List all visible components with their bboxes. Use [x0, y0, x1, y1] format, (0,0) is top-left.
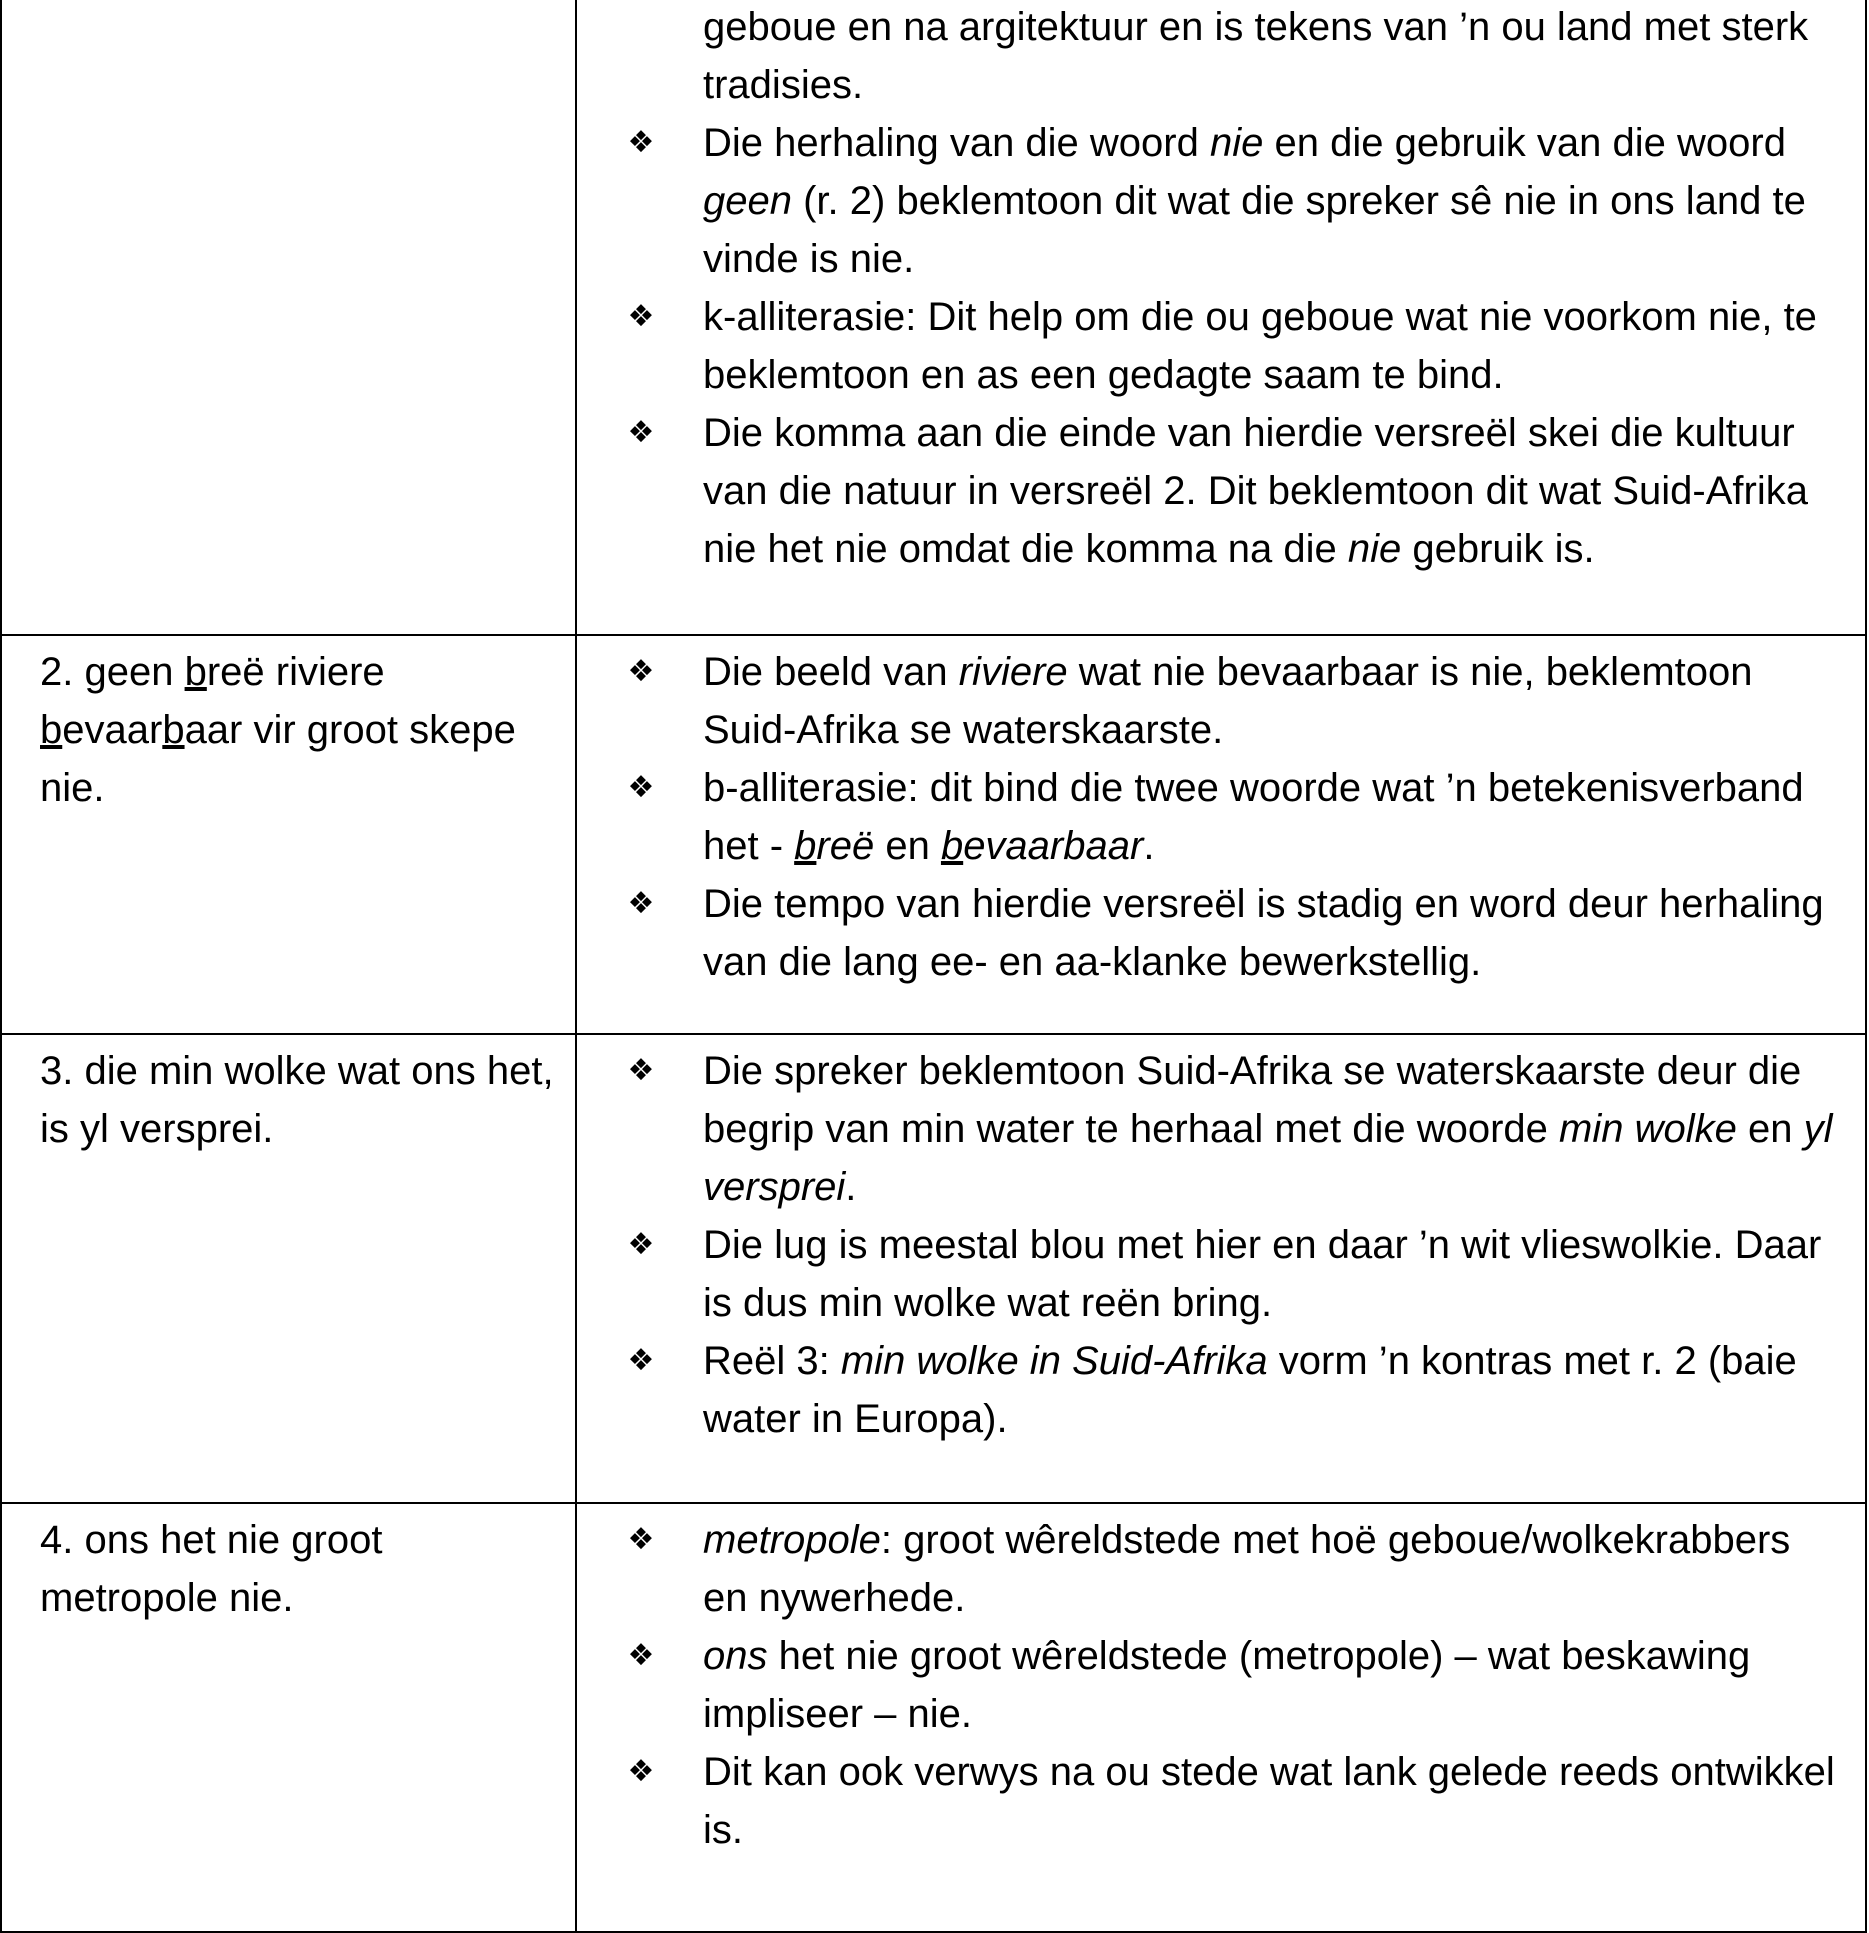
text-segment: wat nie bevaarbaar is nie, beklemtoon Suid-Afrika se waterskaarste.	[703, 650, 1753, 752]
text-segment: en	[874, 824, 941, 868]
text-segment: : groot wêreldstede met hoë geboue/wolkekrabbers en nywerhede.	[703, 1518, 1791, 1620]
text-segment: Reël 3:	[703, 1339, 841, 1383]
list-item	[611, 0, 1845, 114]
text-segment: (r. 2) beklemtoon dit wat die spreker sê nie in ons land te vinde is nie.	[703, 179, 1806, 281]
text-segment: en	[1736, 1107, 1804, 1151]
list-item-text	[703, 1223, 1821, 1325]
text-segment: ons	[703, 1634, 768, 1678]
text-segment: 4. ons het nie groot metropole nie.	[40, 1518, 383, 1620]
text-segment: b	[40, 708, 63, 752]
text-segment: geen	[703, 179, 792, 223]
text-segment: aar vir groot skepe nie.	[40, 708, 516, 810]
text-segment: 3. die min wolke wat ons het, is yl versprei.	[40, 1049, 554, 1151]
verse-line-cell	[1, 1034, 576, 1503]
list-item	[611, 875, 1845, 991]
commentary-list	[611, 1042, 1845, 1448]
table-row	[1, 635, 1866, 1034]
text-segment: Dit kan ook verwys na ou stede wat lank gelede reeds ontwikkel is.	[703, 1750, 1835, 1852]
text-segment: Die spreker beklemtoon Suid-Afrika se waterskaarste deur die begrip van min water te herhaal met die woorde	[703, 1049, 1802, 1151]
list-item-text	[703, 650, 1752, 752]
text-segment: b	[794, 824, 817, 868]
text-segment: evaar	[62, 708, 163, 752]
text-segment: geboue en na argitektuur en is tekens van ’n ou land met sterk tradisies.	[703, 5, 1809, 107]
list-item-text	[703, 1634, 1750, 1736]
list-item	[611, 1627, 1845, 1743]
list-item-text	[703, 411, 1808, 571]
diamond-bullet-icon: ❖	[627, 886, 655, 921]
table-row	[1, 0, 1866, 635]
diamond-bullet-icon: ❖	[627, 1754, 655, 1789]
verse-line-text	[40, 1511, 565, 1627]
list-item	[611, 404, 1845, 578]
text-segment: b	[184, 650, 207, 694]
commentary-cell	[576, 635, 1866, 1034]
table-row	[1, 1034, 1866, 1503]
list-item-text	[703, 121, 1806, 281]
verse-line-cell	[1, 0, 576, 635]
text-segment: .	[1143, 824, 1155, 868]
verse-line-cell	[1, 635, 576, 1034]
list-item	[611, 643, 1845, 759]
table-row	[1, 1503, 1866, 1932]
list-item-text	[703, 5, 1808, 107]
text-segment: 2. geen	[40, 650, 185, 694]
list-item-text	[703, 1049, 1832, 1209]
diamond-bullet-icon: ❖	[627, 1227, 655, 1262]
text-segment: Die beeld van	[703, 650, 959, 694]
commentary-list	[611, 0, 1845, 578]
text-segment: .	[845, 1165, 857, 1209]
text-segment: Die tempo van hierdie versreël is stadig en word deur herhaling van die lang ee- en aa-klanke bewerkstellig.	[703, 882, 1824, 984]
commentary-cell	[576, 1503, 1866, 1932]
list-item-text	[703, 882, 1824, 984]
diamond-bullet-icon: ❖	[627, 654, 655, 689]
text-segment: min wolke in Suid-Afrika	[840, 1339, 1268, 1383]
list-item	[611, 1216, 1845, 1332]
text-segment: reë riviere	[206, 650, 385, 694]
text-segment: reë	[816, 824, 875, 868]
commentary-list	[611, 643, 1845, 991]
list-item-text	[703, 766, 1804, 868]
list-item	[611, 1511, 1845, 1627]
commentary-cell	[576, 1034, 1866, 1503]
list-item	[611, 759, 1845, 875]
diamond-bullet-icon: ❖	[627, 125, 655, 160]
verse-line-cell	[1, 1503, 576, 1932]
text-segment: nie	[1209, 121, 1264, 165]
text-segment: nie	[1347, 527, 1402, 571]
diamond-bullet-icon: ❖	[627, 770, 655, 805]
verse-line-text	[40, 643, 565, 817]
text-segment: en die gebruik van die woord	[1263, 121, 1786, 165]
list-item	[611, 1743, 1845, 1859]
commentary-list	[611, 1511, 1845, 1859]
diamond-bullet-icon: ❖	[627, 1053, 655, 1088]
text-segment: Die herhaling van die woord	[703, 121, 1210, 165]
text-segment: k-alliterasie: Dit help om die ou geboue wat nie voorkom nie, te beklemtoon en as een gedagte saam te bind.	[703, 295, 1817, 397]
diamond-bullet-icon: ❖	[627, 1522, 655, 1557]
text-segment: min wolke	[1559, 1107, 1737, 1151]
list-item	[611, 288, 1845, 404]
text-segment: b	[940, 824, 964, 868]
list-item-text	[703, 295, 1817, 397]
diamond-bullet-icon: ❖	[627, 299, 655, 334]
text-segment: metropole	[703, 1518, 881, 1562]
text-segment: b	[162, 708, 185, 752]
text-segment: vorm ’n kontras met r. 2 (baie water in Europa).	[703, 1339, 1797, 1441]
text-segment: evaarbaar	[963, 824, 1144, 868]
diamond-bullet-icon: ❖	[627, 1638, 655, 1673]
text-segment: het nie groot wêreldstede (metropole) – wat beskawing impliseer – nie.	[703, 1634, 1751, 1736]
list-item-text	[703, 1750, 1835, 1852]
verse-line-text	[40, 1042, 565, 1158]
list-item	[611, 114, 1845, 288]
text-segment: Die lug is meestal blou met hier en daar ’n wit vlieswolkie. Daar is dus min wolke wat reën bring.	[703, 1223, 1822, 1325]
text-segment: riviere	[958, 650, 1068, 694]
list-item-text	[703, 1518, 1790, 1620]
text-segment: gebruik is.	[1401, 527, 1595, 571]
list-item	[611, 1042, 1845, 1216]
diamond-bullet-icon: ❖	[627, 415, 655, 450]
text-segment: yl versprei	[703, 1107, 1833, 1209]
diamond-bullet-icon: ❖	[627, 1343, 655, 1378]
text-segment: b-alliterasie: dit bind die twee woorde wat ’n betekenisverband het -	[703, 766, 1804, 868]
list-item-text	[703, 1339, 1797, 1441]
list-item	[611, 1332, 1845, 1448]
text-segment: Die komma aan die einde van hierdie versreël skei die kultuur van die natuur in versreël 2. Dit beklemtoon dit wat Suid-Afrika nie het nie omdat die komma na die	[703, 411, 1808, 571]
commentary-cell	[576, 0, 1866, 635]
